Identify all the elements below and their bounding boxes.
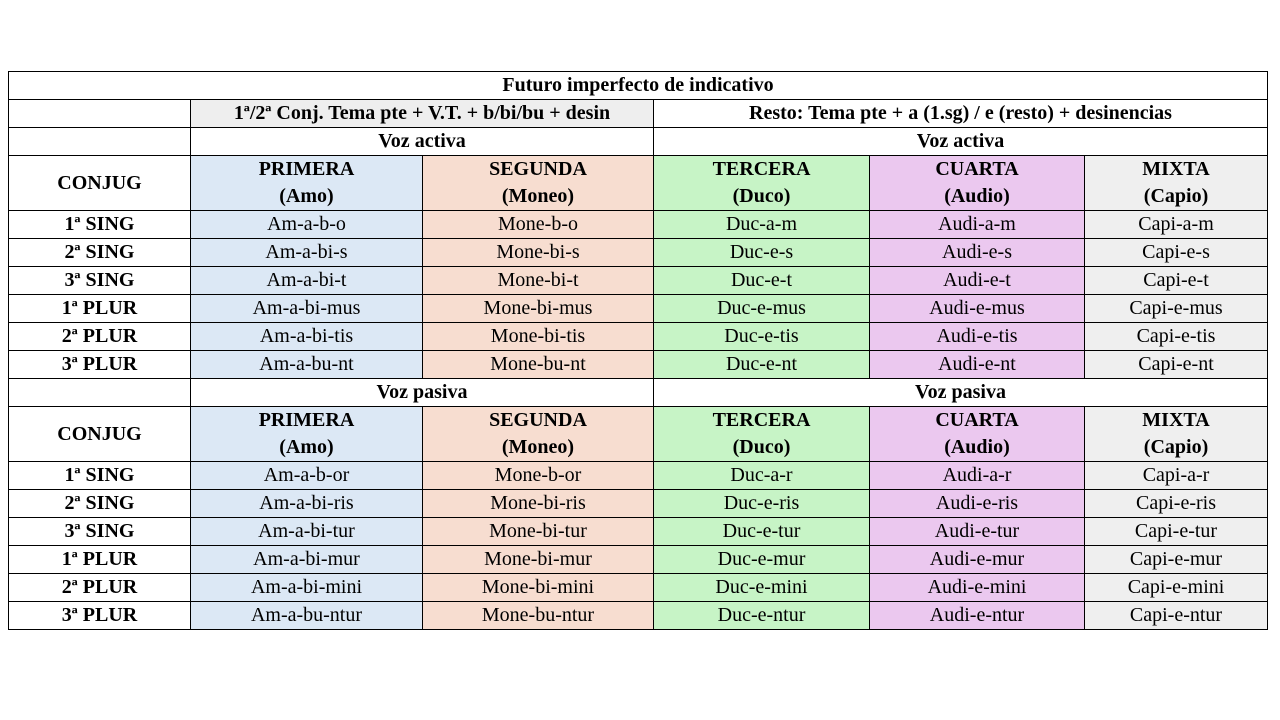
table-row (9, 546, 1268, 574)
form-cell: Duc-a-m (654, 211, 870, 239)
form-cell: Mone-bi-mus (423, 295, 654, 323)
passive-voice-label-right: Voz pasiva (654, 379, 1268, 407)
table-row (9, 267, 1268, 295)
col-example: (Amo) (279, 185, 334, 207)
passive-voice-label-left: Voz pasiva (191, 379, 654, 407)
col-name: MIXTA (1142, 409, 1210, 431)
passive-col-header-tercera (654, 407, 870, 462)
form-cell: Duc-e-mini (654, 574, 870, 602)
form-cell: Audi-a-m (870, 211, 1085, 239)
rule-other-conj: Resto: Tema pte + a (1.sg) / e (resto) + desinencias (654, 100, 1268, 128)
person-label: 2ª PLUR (9, 574, 191, 602)
form-cell: Am-a-b-o (191, 211, 423, 239)
form-cell: Duc-e-mus (654, 295, 870, 323)
col-example: (Moneo) (501, 436, 575, 458)
form-cell: Mone-bi-mini (423, 574, 654, 602)
table-row (9, 351, 1268, 379)
form-cell: Mone-b-or (423, 462, 654, 490)
col-example: (Duco) (732, 185, 791, 207)
col-example: (Capio) (1143, 185, 1209, 207)
form-cell: Mone-bi-tur (423, 518, 654, 546)
active-col-header-mixta (1085, 156, 1268, 211)
active-conjug-header: CONJUG (9, 156, 191, 211)
form-cell: Am-a-bi-tis (191, 323, 423, 351)
col-name: SEGUNDA (489, 409, 587, 431)
active-col-header-primera (191, 156, 423, 211)
col-example: (Duco) (732, 436, 791, 458)
form-cell: Capi-e-s (1085, 239, 1268, 267)
col-example: (Audio) (944, 185, 1010, 207)
form-cell: Am-a-bi-ris (191, 490, 423, 518)
active-voice-label-right: Voz activa (654, 128, 1268, 156)
form-cell: Mone-bi-mur (423, 546, 654, 574)
table-title: Futuro imperfecto de indicativo (9, 72, 1268, 100)
form-cell: Audi-e-mini (870, 574, 1085, 602)
col-name: CUARTA (935, 409, 1019, 431)
col-example: (Moneo) (501, 185, 575, 207)
passive-col-header-primera (191, 407, 423, 462)
form-cell: Am-a-b-or (191, 462, 423, 490)
form-cell: Duc-e-ris (654, 490, 870, 518)
form-cell: Duc-e-nt (654, 351, 870, 379)
form-cell: Capi-e-ris (1085, 490, 1268, 518)
rules-empty-cell (9, 100, 191, 128)
form-cell: Mone-bi-s (423, 239, 654, 267)
table-row (9, 602, 1268, 630)
form-cell: Audi-e-ris (870, 490, 1085, 518)
form-cell: Capi-e-tur (1085, 518, 1268, 546)
col-name: SEGUNDA (489, 158, 587, 180)
form-cell: Duc-e-tis (654, 323, 870, 351)
table-row (9, 239, 1268, 267)
col-example: (Audio) (944, 436, 1010, 458)
form-cell: Audi-e-mur (870, 546, 1085, 574)
form-cell: Mone-bu-nt (423, 351, 654, 379)
form-cell: Am-a-bi-tur (191, 518, 423, 546)
person-label: 1ª PLUR (9, 295, 191, 323)
person-label: 1ª PLUR (9, 546, 191, 574)
form-cell: Audi-e-mus (870, 295, 1085, 323)
form-cell: Am-a-bu-ntur (191, 602, 423, 630)
conjugation-table (8, 71, 1268, 630)
person-label: 2ª SING (9, 239, 191, 267)
person-label: 3ª PLUR (9, 602, 191, 630)
active-col-header-cuarta (870, 156, 1085, 211)
rule-first-second-conj: 1ª/2ª Conj. Tema pte + V.T. + b/bi/bu + desin (191, 100, 654, 128)
passive-col-header-mixta (1085, 407, 1268, 462)
col-name: TERCERA (712, 158, 811, 180)
person-label: 2ª PLUR (9, 323, 191, 351)
form-cell: Audi-a-r (870, 462, 1085, 490)
col-name: PRIMERA (258, 409, 355, 431)
active-voice-empty-cell (9, 128, 191, 156)
form-cell: Am-a-bi-mus (191, 295, 423, 323)
form-cell: Mone-b-o (423, 211, 654, 239)
col-example: (Amo) (279, 436, 334, 458)
form-cell: Capi-e-ntur (1085, 602, 1268, 630)
col-name: TERCERA (712, 409, 811, 431)
form-cell: Am-a-bi-s (191, 239, 423, 267)
form-cell: Capi-e-mur (1085, 546, 1268, 574)
form-cell: Duc-e-ntur (654, 602, 870, 630)
conjugation-table-wrapper (8, 71, 1267, 630)
form-cell: Capi-a-m (1085, 211, 1268, 239)
form-cell: Am-a-bu-nt (191, 351, 423, 379)
table-row (9, 211, 1268, 239)
form-cell: Duc-e-tur (654, 518, 870, 546)
form-cell: Am-a-bi-mur (191, 546, 423, 574)
form-cell: Capi-e-mini (1085, 574, 1268, 602)
person-label: 3ª PLUR (9, 351, 191, 379)
form-cell: Am-a-bi-mini (191, 574, 423, 602)
person-label: 1ª SING (9, 211, 191, 239)
form-cell: Capi-a-r (1085, 462, 1268, 490)
col-name: PRIMERA (258, 158, 355, 180)
form-cell: Audi-e-t (870, 267, 1085, 295)
passive-col-header-segunda (423, 407, 654, 462)
active-col-header-tercera (654, 156, 870, 211)
table-row (9, 518, 1268, 546)
table-row (9, 462, 1268, 490)
col-example: (Capio) (1143, 436, 1209, 458)
form-cell: Audi-e-tis (870, 323, 1085, 351)
form-cell: Audi-e-nt (870, 351, 1085, 379)
col-name: MIXTA (1142, 158, 1210, 180)
table-row (9, 574, 1268, 602)
person-label: 3ª SING (9, 518, 191, 546)
form-cell: Capi-e-tis (1085, 323, 1268, 351)
form-cell: Duc-e-t (654, 267, 870, 295)
passive-voice-empty-cell (9, 379, 191, 407)
person-label: 2ª SING (9, 490, 191, 518)
active-voice-label-left: Voz activa (191, 128, 654, 156)
form-cell: Audi-e-ntur (870, 602, 1085, 630)
form-cell: Audi-e-s (870, 239, 1085, 267)
form-cell: Duc-a-r (654, 462, 870, 490)
col-name: CUARTA (935, 158, 1019, 180)
form-cell: Mone-bu-ntur (423, 602, 654, 630)
form-cell: Audi-e-tur (870, 518, 1085, 546)
table-row (9, 323, 1268, 351)
form-cell: Mone-bi-tis (423, 323, 654, 351)
table-row (9, 295, 1268, 323)
passive-col-header-cuarta (870, 407, 1085, 462)
form-cell: Mone-bi-t (423, 267, 654, 295)
form-cell: Mone-bi-ris (423, 490, 654, 518)
form-cell: Capi-e-t (1085, 267, 1268, 295)
person-label: 3ª SING (9, 267, 191, 295)
passive-conjug-header: CONJUG (9, 407, 191, 462)
active-col-header-segunda (423, 156, 654, 211)
table-row (9, 490, 1268, 518)
form-cell: Am-a-bi-t (191, 267, 423, 295)
form-cell: Capi-e-mus (1085, 295, 1268, 323)
person-label: 1ª SING (9, 462, 191, 490)
form-cell: Capi-e-nt (1085, 351, 1268, 379)
form-cell: Duc-e-s (654, 239, 870, 267)
form-cell: Duc-e-mur (654, 546, 870, 574)
